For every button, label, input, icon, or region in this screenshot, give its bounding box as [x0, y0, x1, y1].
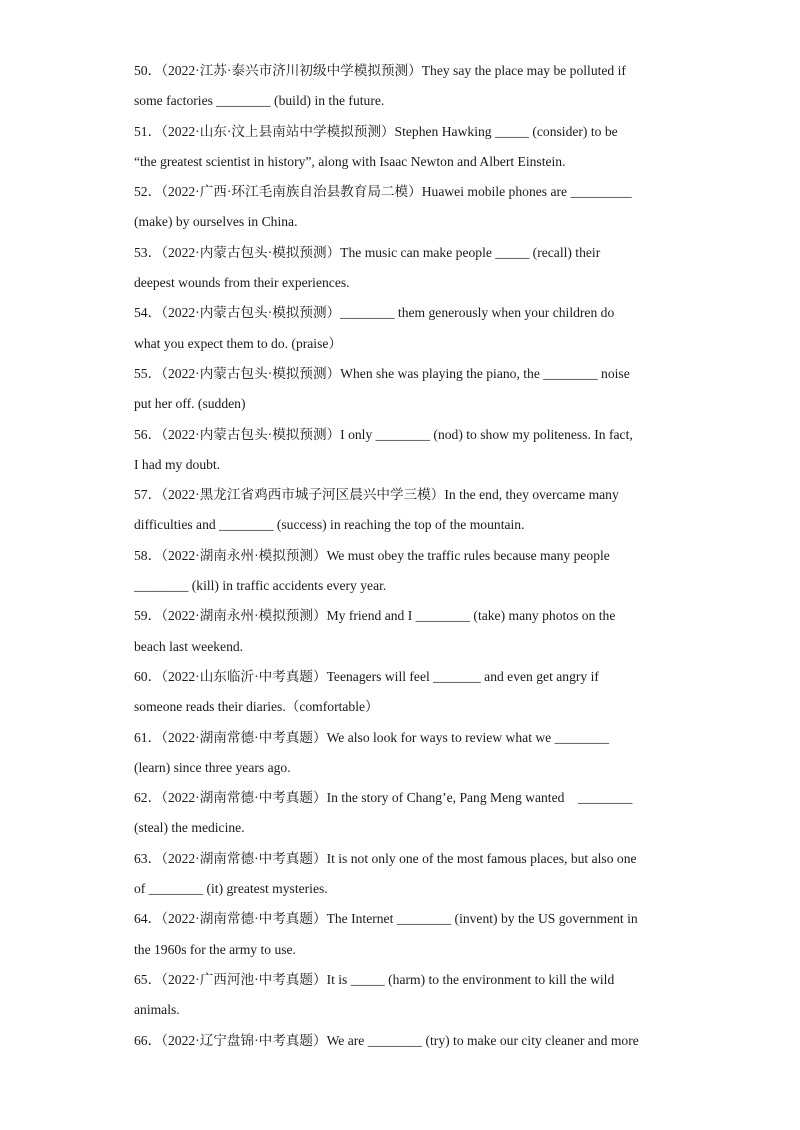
question-62-line2: (steal) the medicine. — [134, 820, 245, 836]
question-62-line1: 62．（2022·湖南常德·中考真题）In the story of Chang’e, Pang Meng wanted ________ — [134, 790, 633, 806]
question-52-line2: (make) by ourselves in China. — [134, 214, 298, 230]
question-65-line1: 65．（2022·广西河池·中考真题）It is _____ (harm) to the environment to kill the wild — [134, 971, 615, 987]
question-60-line2: someone reads their diaries.（comfortable） — [134, 699, 379, 715]
question-58-line1: 58．（2022·湖南永州·模拟预测）We must obey the traffic rules because many people — [134, 547, 610, 563]
question-55-line2: put her off. (sudden) — [134, 396, 246, 412]
question-65-line2: animals. — [134, 1002, 180, 1018]
question-60-line1: 60．（2022·山东临沂·中考真题）Teenagers will feel _______ and even get angry if — [134, 668, 599, 684]
question-61-line2: (learn) since three years ago. — [134, 759, 291, 775]
question-51-line2: “the greatest scientist in history”, along with Isaac Newton and Albert Einstein. — [134, 153, 566, 169]
question-56-line1: 56．（2022·内蒙古包头·模拟预测）I only ________ (nod) to show my politeness. In fact, — [134, 426, 633, 442]
question-56-line2: I had my doubt. — [134, 456, 221, 472]
question-63-line1: 63．（2022·湖南常德·中考真题）It is not only one of the most famous places, but also one — [134, 850, 637, 866]
question-50-line2: some factories ________ (build) in the future. — [134, 93, 385, 109]
question-55-line1: 55．（2022·内蒙古包头·模拟预测）When she was playing the piano, the ________ noise — [134, 365, 630, 381]
question-66-line2 — [134, 1056, 674, 1086]
question-61-line1: 61．（2022·湖南常德·中考真题）We also look for ways to review what we ________ — [134, 729, 609, 745]
question-58-line2: ________ (kill) in traffic accidents every year. — [134, 578, 387, 594]
question-59-line2: beach last weekend. — [134, 638, 244, 654]
document-page — [134, 56, 674, 1086]
question-50-line1: 50．（2022·江苏·泰兴市济川初级中学模拟预测）They say the place may be polluted if — [134, 63, 626, 78]
question-59-line1: 59．（2022·湖南永州·模拟预测）My friend and I ________ (take) many photos on the — [134, 608, 616, 624]
question-66-line1: 66．（2022·辽宁盘锦·中考真题）We are ________ (try) to make our city cleaner and more — [134, 1032, 639, 1048]
question-52-line1: 52．（2022·广西·环江毛南族自治县教育局二模）Huawei mobile phones are _________ — [134, 184, 632, 200]
question-54-line1: 54．（2022·内蒙古包头·模拟预测）________ them generously when your children do — [134, 305, 615, 321]
question-53-line2: deepest wounds from their experiences. — [134, 275, 350, 291]
question-53-line1: 53．（2022·内蒙古包头·模拟预测）The music can make people _____ (recall) their — [134, 244, 601, 260]
question-63-line2: of ________ (it) greatest mysteries. — [134, 881, 328, 897]
question-64-line1: 64．（2022·湖南常德·中考真题）The Internet ________ (invent) by the US government in — [134, 911, 638, 927]
question-64-line2: the 1960s for the army to use. — [134, 941, 296, 957]
question-51-line1: 51．（2022·山东·汶上县南站中学模拟预测）Stephen Hawking _____ (consider) to be — [134, 123, 618, 139]
question-57-line2: difficulties and ________ (success) in reaching the top of the mountain. — [134, 517, 525, 533]
question-54-line2: what you expect them to do. (praise） — [134, 335, 343, 351]
question-57-line1: 57．（2022·黑龙江省鸡西市城子河区晨兴中学三模）In the end, they overcame many — [134, 487, 619, 503]
